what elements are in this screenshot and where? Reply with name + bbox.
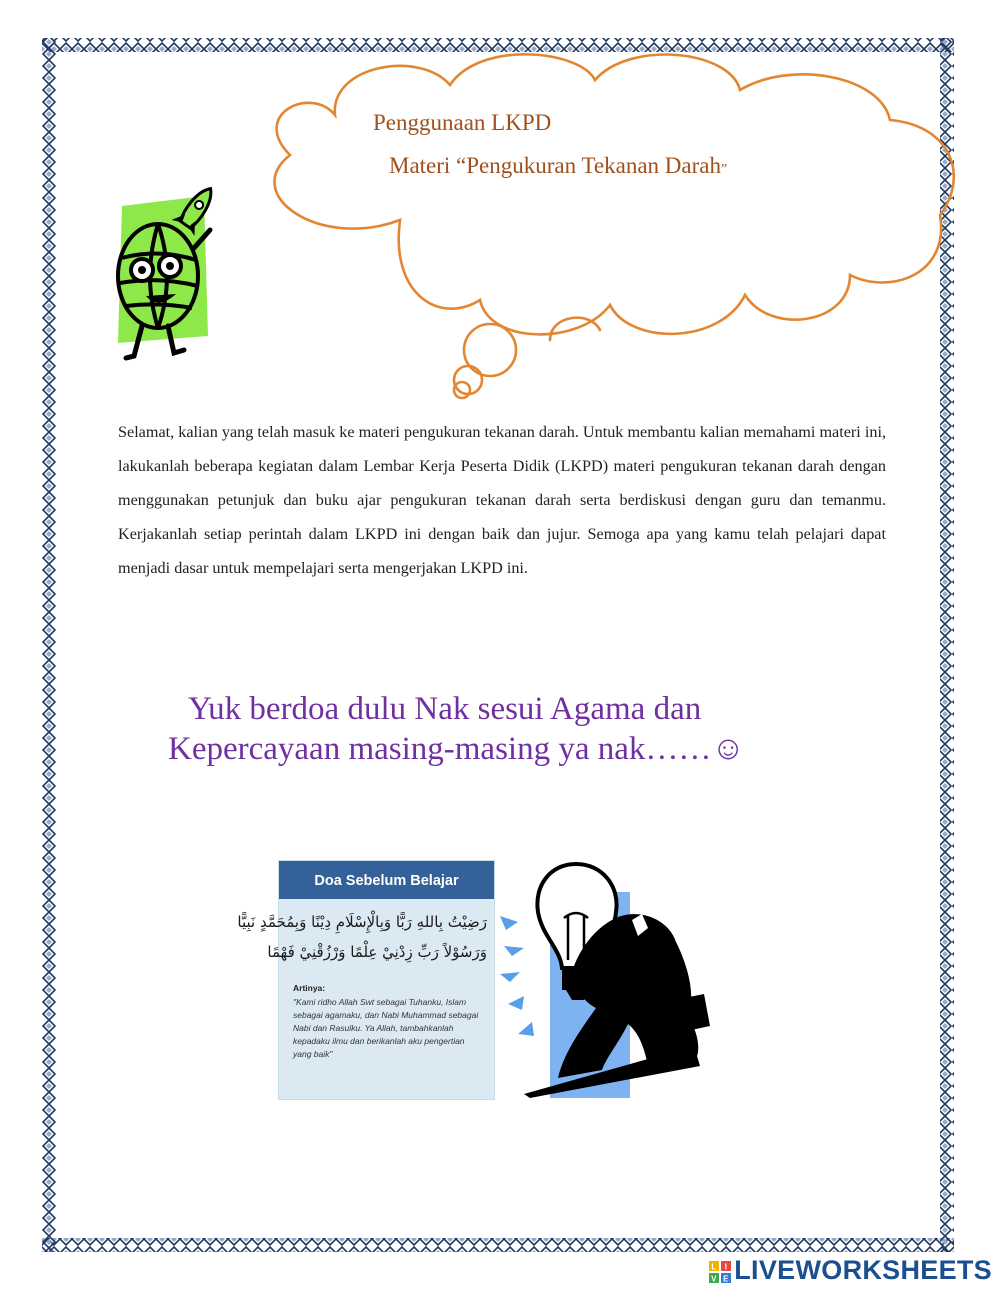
- cloud-title-line2: [389, 153, 727, 179]
- logo-letter-l: L: [711, 1262, 717, 1272]
- globe-mascot-icon: [112, 178, 242, 368]
- lightbulb-man-icon: [498, 856, 713, 1104]
- liveworksheets-logo-icon: [709, 1261, 731, 1283]
- doa-artinya-text: "Kami ridho Allah Swt sebagai Tuhanku, Islam sebagai agamaku, dan Nabi Muhammad sebagai Nabi dan Rasulku. Ya Allah, tambahkanlah kepadaku ilmu dan berikanlah aku pengertian yang baik": [293, 997, 479, 1059]
- doa-arabic-line1: رَضِيْتُ بِاللهِ رَبًّا وَبِالْإِسْلَامِ دِيْنًا وَبِمُحَمَّدٍ نَبِيًّا: [237, 913, 487, 931]
- liveworksheets-wordmark: LIVEWORKSHEETS: [734, 1255, 992, 1285]
- prayer-call-line2: Kepercayaan masing-masing ya nak……☺: [168, 731, 746, 767]
- doa-arabic-line2: وَرَسُوْلاً رَبِّ زِدْنِيْ عِلْمًا وَرْزُقْنِيْ فَهْمًا: [267, 943, 487, 961]
- doa-card-heading: Doa Sebelum Belajar: [279, 861, 494, 899]
- liveworksheets-brand: [709, 1255, 992, 1286]
- cloud-title-line2-text: Materi “Pengukuran Tekanan Darah: [389, 153, 721, 178]
- prayer-call-line1: Yuk berdoa dulu Nak sesui Agama dan: [188, 691, 702, 727]
- doa-card: [237, 860, 495, 1100]
- logo-letter-e: E: [723, 1274, 730, 1283]
- cloud-title-line2-quote: ”: [720, 162, 728, 177]
- doa-artinya-label: Artinya:: [293, 983, 326, 993]
- logo-letter-i: I: [725, 1262, 728, 1272]
- intro-paragraph: Selamat, kalian yang telah masuk ke materi pengukuran tekanan darah. Untuk membantu kalian memahami materi ini, lakukanlah beberapa kegiatan dalam Lembar Kerja Peserta Didik (LKPD) materi pengukuran tekanan darah dengan menggunakan petunjuk dan buku ajar pengukuran tekanan darah serta berdiskusi dengan guru dan temanmu. Kerjakanlah setiap perintah dalam LKPD ini dengan baik dan jujur. Semoga apa yang kamu telah pelajari dapat menjadi dasar untuk mempelajari serta mengerjakan LKPD ini.: [118, 423, 886, 577]
- logo-letter-v: V: [711, 1274, 718, 1283]
- cloud-title-line1: Penggunaan LKPD: [373, 110, 552, 135]
- thought-cloud-icon: [250, 45, 970, 415]
